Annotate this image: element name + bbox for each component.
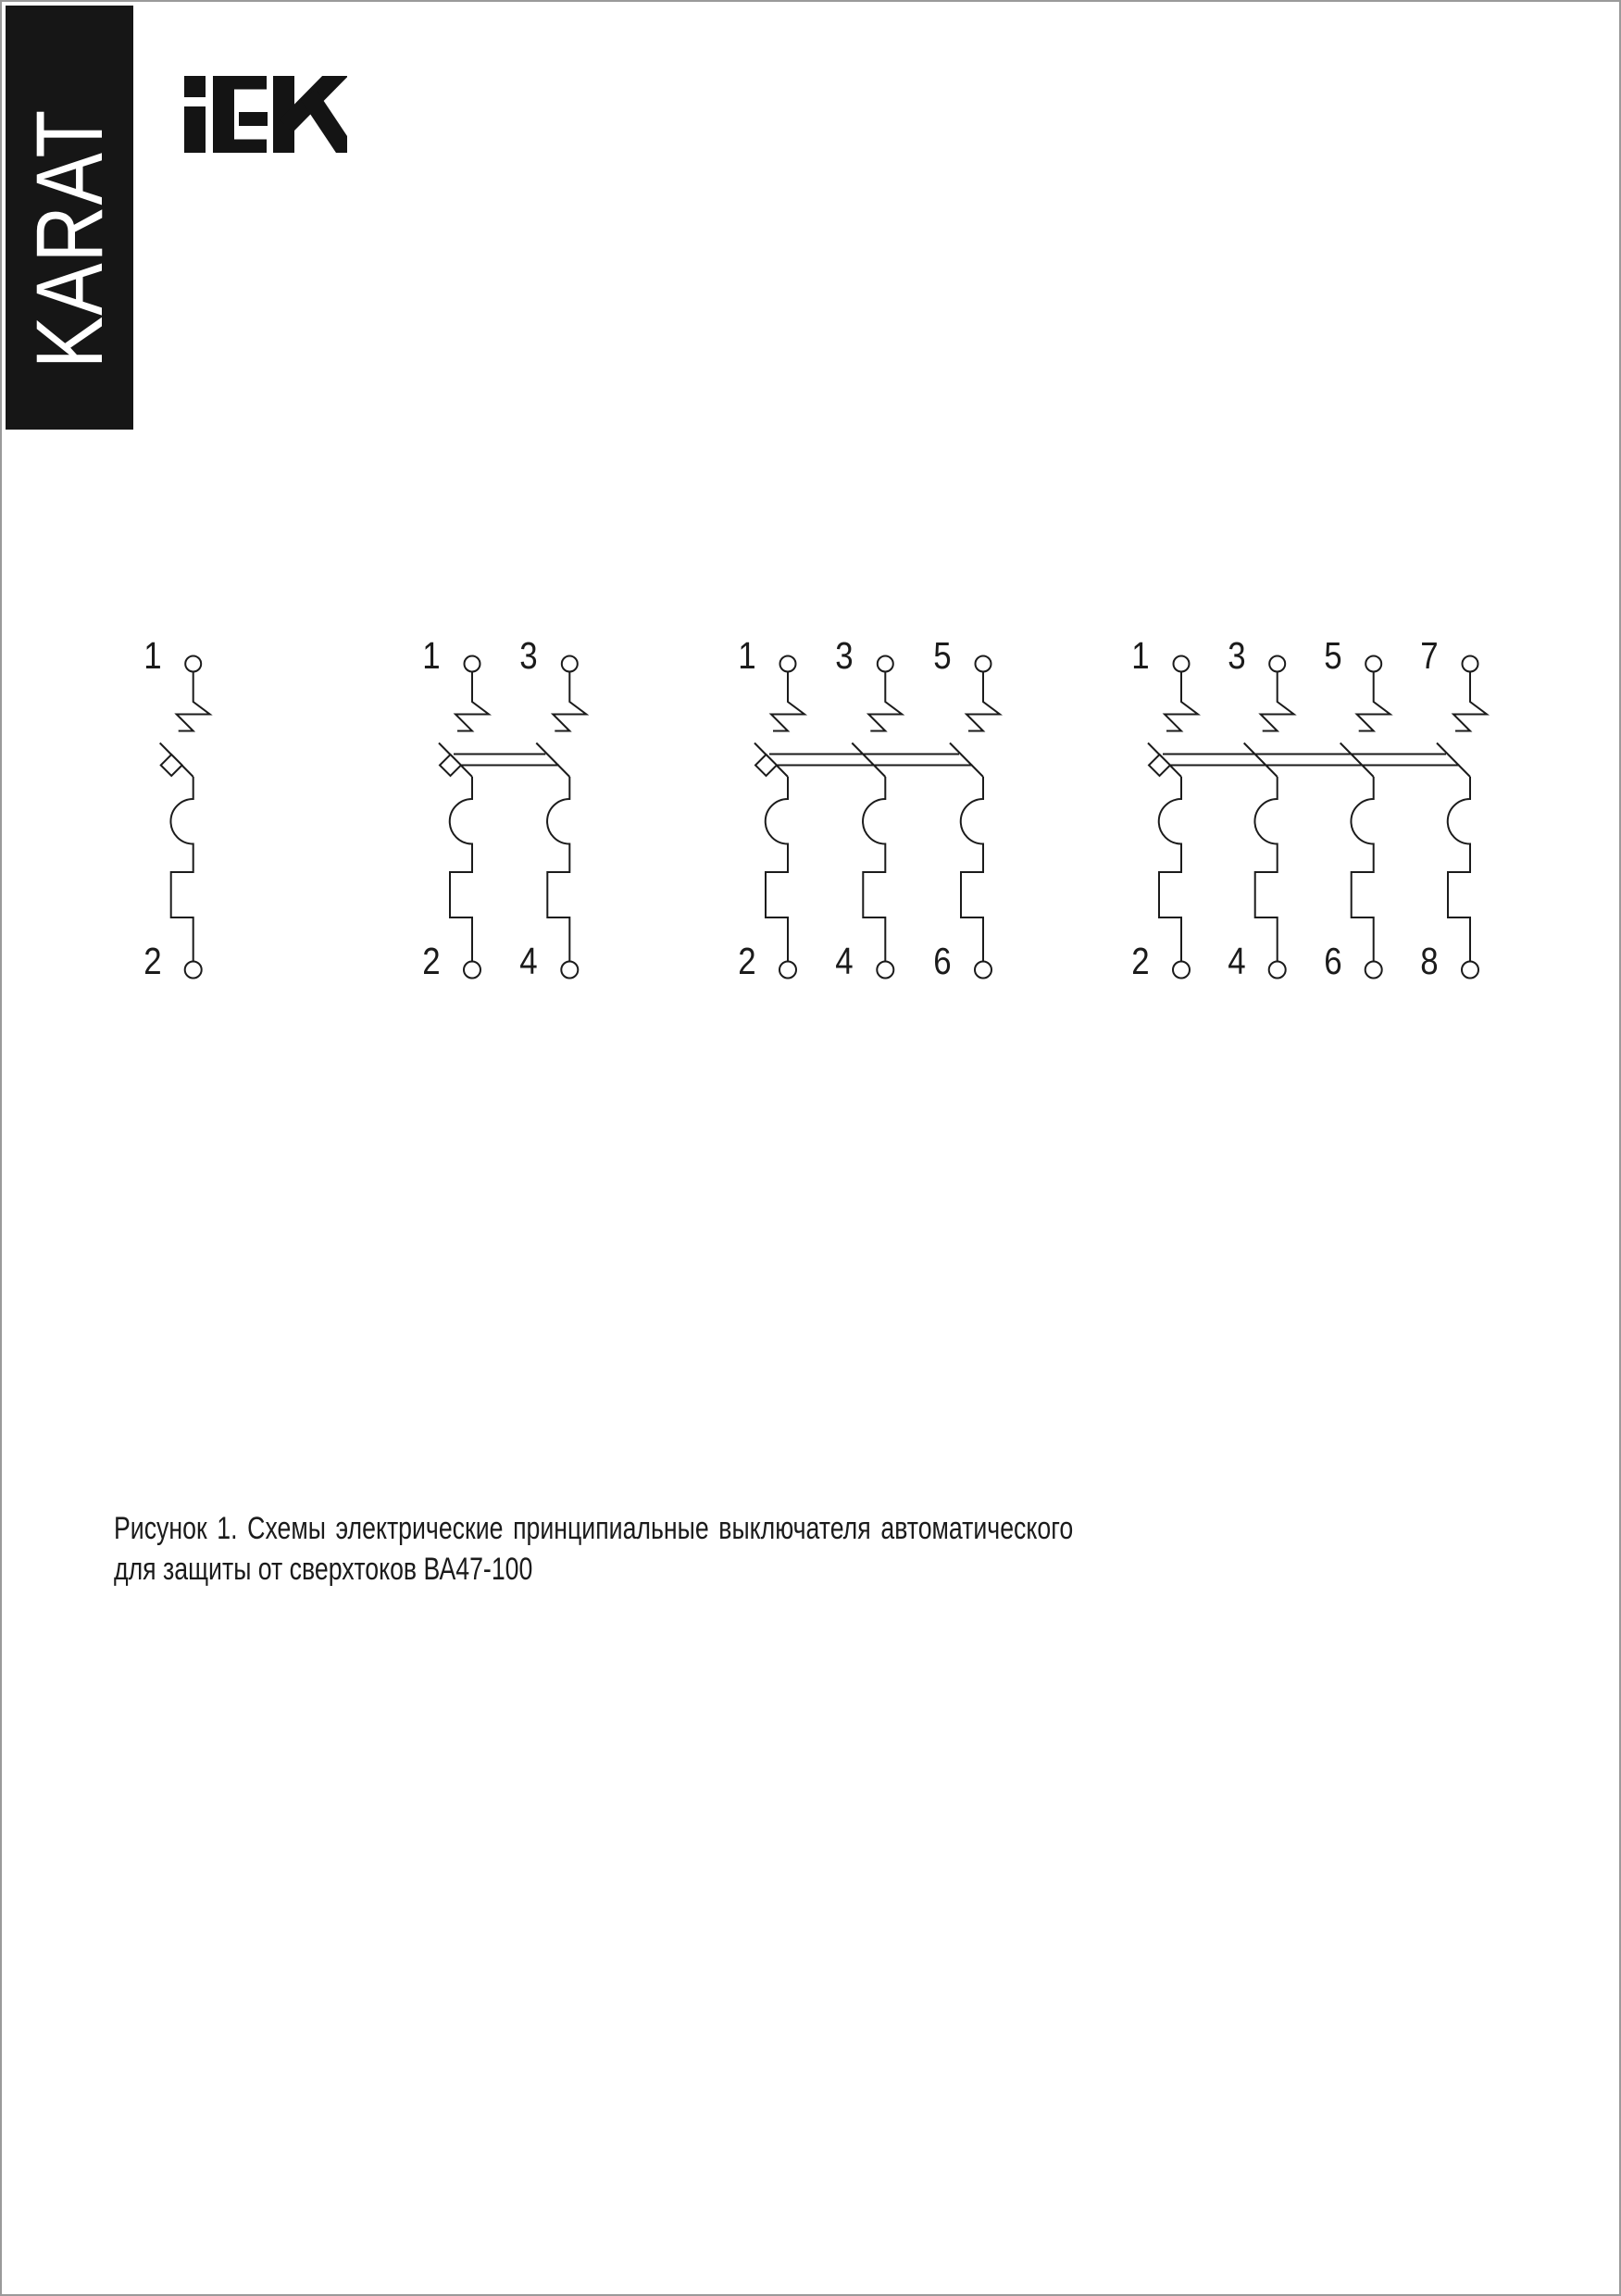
figure-caption-line2: для защиты от сверхтоков ВА47-100 (114, 1552, 533, 1587)
figure-caption (114, 1508, 1073, 1590)
figure-caption-line1: Рисунок 1. Схемы электрические принципиальные выключателя автоматического (114, 1511, 1074, 1546)
terminal-label-bottom: 2 (1131, 940, 1150, 982)
terminal-label-bottom: 6 (1323, 940, 1342, 982)
terminal-label-top: 3 (519, 634, 538, 677)
terminal-label-top: 1 (422, 634, 441, 677)
terminal-label-bottom: 8 (1420, 940, 1439, 982)
karat-banner-text: KARAT (17, 108, 122, 368)
terminal-label-bottom: 6 (933, 940, 952, 982)
terminal-label-top: 1 (1131, 634, 1150, 677)
terminal-label-bottom: 2 (422, 940, 441, 982)
terminal-label-bottom: 4 (1227, 940, 1246, 982)
terminal-label-bottom: 2 (143, 940, 162, 982)
terminal-label-top: 7 (1420, 634, 1439, 677)
terminal-label-bottom: 4 (519, 940, 538, 982)
terminal-label-bottom: 4 (835, 940, 854, 982)
terminal-label-top: 5 (1323, 634, 1342, 677)
terminal-label-top: 5 (933, 634, 952, 677)
terminal-label-top: 1 (738, 634, 756, 677)
terminal-label-top: 3 (1227, 634, 1246, 677)
terminal-labels-layer (2, 2, 1621, 2296)
terminal-label-top: 1 (143, 634, 162, 677)
terminal-label-top: 3 (835, 634, 854, 677)
terminal-label-bottom: 2 (738, 940, 756, 982)
